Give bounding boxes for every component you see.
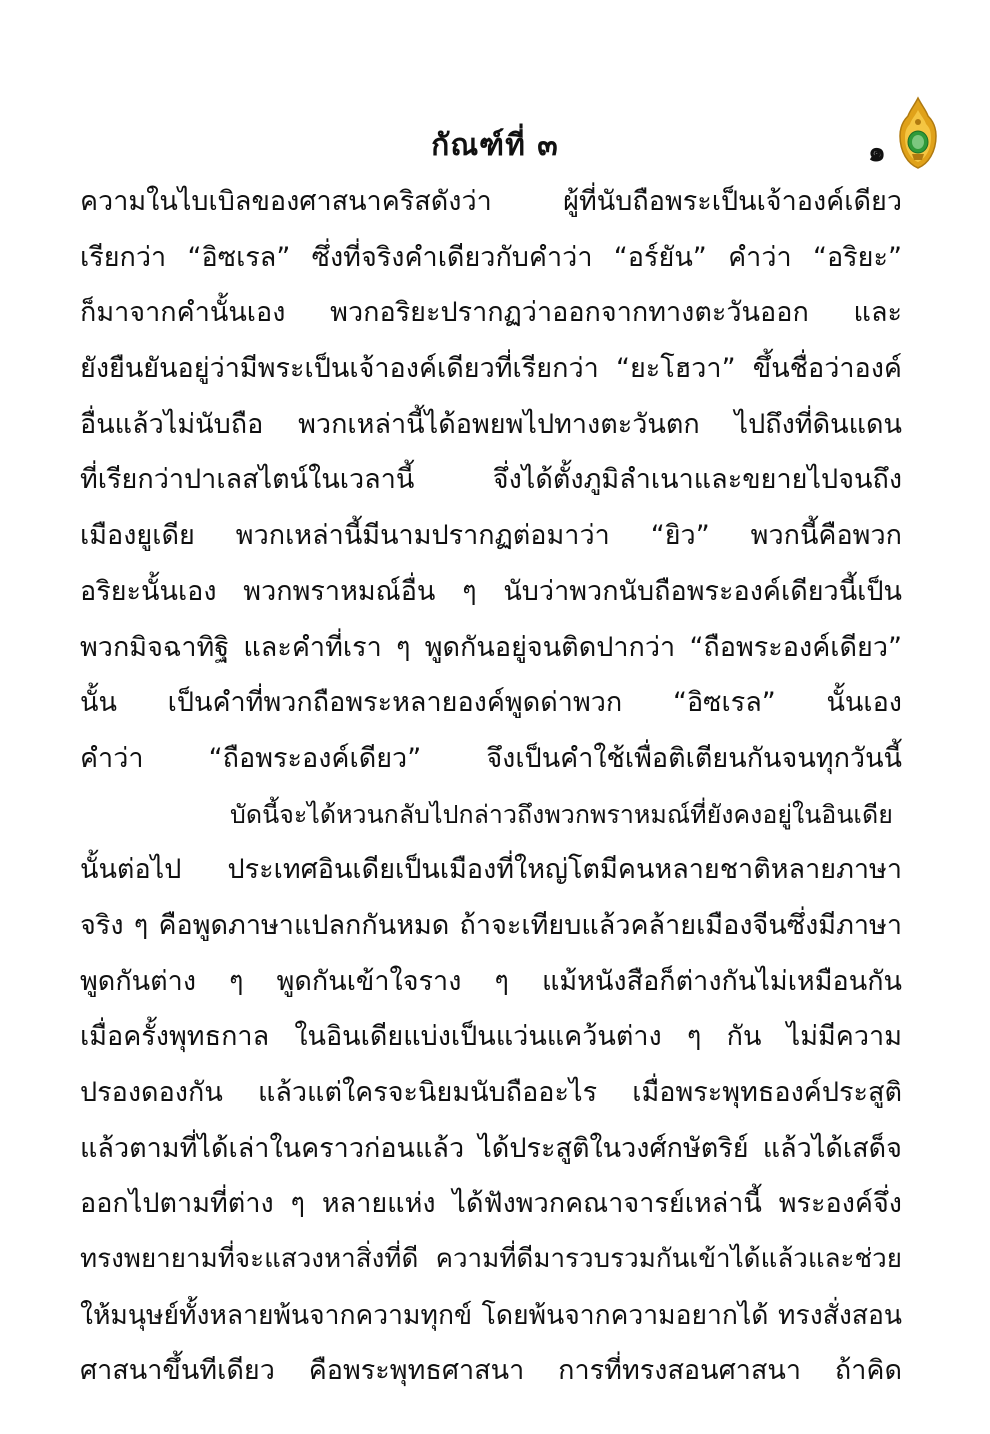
text-line: นั้นต่อไป ประเทศอินเดียเป็นเมืองที่ใหญ่โตมีคนหลายชาติหลายภาษา (80, 854, 902, 886)
text-line: เมื่อครั้งพุทธกาล ในอินเดียแบ่งเป็นแว่นแคว้นต่าง ๆ กัน ไม่มีความ (80, 1021, 902, 1053)
text-line: ที่เรียกว่าปาเลสไตน์ในเวลานี้ จึ่งได้ตั้งภูมิลำเนาและขยายไปจนถึง (80, 464, 902, 496)
text-line: ยังยืนยันอยู่ว่ามีพระเป็นเจ้าองค์เดียวที่เรียกว่า “ยะโฮวา” ขึ้นชื่อว่าองค์ (80, 353, 902, 385)
chapter-title: กัณฑ์ที่ ๓ (431, 128, 559, 163)
text-line: อริยะนั้นเอง พวกพราหมณ์อื่น ๆ นับว่าพวกนับถือพระองค์เดียวนี้เป็น (80, 575, 902, 607)
text-line: เรียกว่า “อิซเรล” ซึ่งที่จริงคำเดียวกับคำว่า “อร์ยัน” คำว่า “อริยะ” (80, 241, 902, 273)
text-line: คำว่า “ถือพระองค์เดียว” จึงเป็นคำใช้เพื่อติเตียนกันจนทุกวันนี้ (80, 742, 902, 774)
text-line: พูดกันต่าง ๆ พูดกันเข้าใจราง ๆ แม้หนังสือก็ต่างกันไม่เหมือนกัน (80, 965, 902, 997)
text-line: ความในไบเบิลของศาสนาคริสดังว่า ผู้ที่นับถือพระเป็นเจ้าองค์เดียว (80, 186, 902, 217)
paragraph-start-line: บัดนี้จะได้หวนกลับไปกล่าวถึงพวกพราหมณ์ที่ยังคงอยู่ในอินเดีย (230, 799, 893, 829)
text-line: จริง ๆ คือพูดภาษาแปลกกันหมด ถ้าจะเทียบแล้วคล้ายเมืองจีนซึ่งมีภาษา (80, 909, 902, 941)
page-number: ๑ (868, 135, 886, 168)
body-text (80, 174, 902, 1399)
text-line: พวกมิจฉาทิฐิ และคำที่เรา ๆ พูดกันอยู่จนติดปากว่า “ถือพระองค์เดียว” (80, 631, 902, 663)
text-line: เมืองยูเดีย พวกเหล่านี้มีนามปรากฏต่อมาว่า “ยิว” พวกนี้คือพวก (80, 520, 902, 552)
text-line: ทรงพยายามที่จะแสวงหาสิ่งที่ดี ความที่ดีมารวบรวมกันเข้าได้แล้วและช่วย (80, 1244, 902, 1275)
text-line: ออกไปตามที่ต่าง ๆ หลายแห่ง ได้ฟังพวกคณาจารย์เหล่านี้ พระองค์จึ่ง (80, 1188, 902, 1220)
text-line: อื่นแล้วไม่นับถือ พวกเหล่านี้ได้อพยพไปทางตะวันตก ไปถึงที่ดินแดน (80, 408, 902, 440)
text-line: ก็มาจากคำนั้นเอง พวกอริยะปรากฏว่าออกจากทางตะวันออก และ (80, 297, 902, 329)
text-line: แล้วตามที่ได้เล่าในคราวก่อนแล้ว ได้ประสูติในวงศ์กษัตริย์ แล้วได้เสด็จ (80, 1132, 902, 1164)
temple-emblem-icon (896, 96, 940, 170)
text-line: นั้น เป็นคำที่พวกถือพระหลายองค์พูดด่าพวก “อิซเรล” นั้นเอง (80, 687, 902, 719)
text-line: ศาสนาขึ้นทีเดียว คือพระพุทธศาสนา การที่ทรงสอนศาสนา ถ้าคิด (80, 1355, 902, 1387)
text-line: ปรองดองกัน แล้วแต่ใครจะนิยมนับถืออะไร เมื่อพระพุทธองค์ประสูติ (80, 1077, 902, 1108)
text-line: ให้มนุษย์ทั้งหลายพ้นจากความทุกข์ โดยพ้นจากความอยากได้ ทรงสั่งสอน (80, 1299, 902, 1331)
page-header (0, 118, 990, 168)
